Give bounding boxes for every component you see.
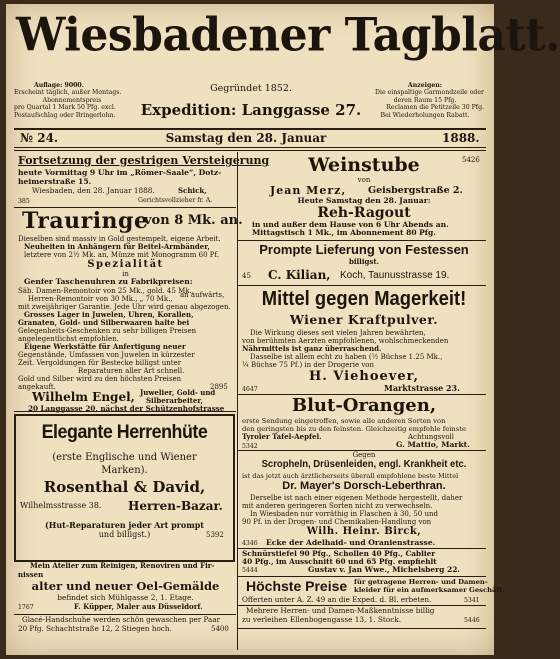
hats-title: Elegante Herrenhüte [41,422,208,443]
rings-price-13: angekauft. [18,383,56,391]
atelier-line-3: alter und neuer Oel-Gemälde [31,579,220,593]
dateline-rule-2 [14,150,486,151]
oranges-line-1: erste Sendung eingetroffen, sowie alle anderen Sorten von [242,417,446,425]
oranges-line-3: Tyroler Tafel-Aepfel. [242,432,322,441]
auction-signer: Schick, [178,186,207,195]
prices-tail-1: für getragene Herren- und Damen- [354,578,488,586]
rings-address: 20 Langgasse 20, nächst der Schützenhofstrasse [28,404,225,413]
dateline-rule-1 [14,147,486,148]
viehoever-address: Marktstrasse 23. [384,383,460,393]
dorsch-name: Wilh. Heinr. Birck, [306,526,422,537]
rings-trade-2: Silberarbeiter, [146,396,203,405]
gloves-line-2: 20 Pfg. Schachtstraße 12, 2 Stiegen hoch. [18,624,172,633]
rule-bottom [238,628,486,629]
prices-headline: Höchste Preise [246,578,348,594]
wine-line-1: in und außer dem Hause von 6 Uhr Abends an. [252,220,449,229]
dorsch-text-1: Derselbe ist nach einer eigenen Methode hergestellt, daher [250,494,463,502]
dorsch-line-1: Scropheln, Drüsenleiden, engl. Krankheit etc. [261,459,467,470]
viehoever-line-4: Dasselbe ist allein echt zu haben (½ Büchse 1.25 Mk., [250,353,443,361]
rings-ref: 2895 [210,383,228,391]
rule-after-rings [14,411,236,412]
viehoever-product: Wiener Kraftpulver. [289,312,439,327]
gloves-ref: 5400 [211,625,229,633]
auction-signer-role: Gerichtsvollzieher fr. A. [138,197,213,204]
viehoever-line-1: Die Wirkung dieses seit vielen Jahren bewährten, [250,329,426,337]
rings-specialty-sub: in [122,270,129,278]
hats-sub-1: (erste Englische und Wiener [52,452,197,463]
rings-price-11: Reparaturen aller Art schnell. [78,367,185,375]
rings-aufwarts: an aufwärts, [180,291,225,299]
dorsch-product: Dr. Mayer's Dorsch-Leberthran. [282,480,446,492]
rings-price-9: Gegenstände, Umfassen von Juwelen in kürzester [18,351,195,359]
hats-address: Wilhelmsstrasse 38. [20,501,102,510]
dorsch-text-4: 90 Pf. in der Drogen- und Chemikalien-Handlung von [242,518,432,526]
rings-line-1: Dieselben sind massiv in Gold gestempelt, eigene Arbeit. [18,235,221,243]
issue-year: 1888. [442,131,480,145]
prices-line-3: Offerten unter A. Z. 49 an die Exped. d. Bl. erbeten. [242,595,432,604]
rings-price-2: Herren-Remontoir von 30 Mk., „ 70 Mk., [28,295,173,303]
rings-price-4: Grosses Lager in Juwelen, Uhren, Korallen, [24,310,194,319]
newspaper-title: Wiesbadener Tagblatt. [16,8,560,63]
rings-owner: Wilhelm Engel, [32,390,135,404]
prices-ref: 5341 [464,597,480,604]
hats-firm: Rosenthal & David, [43,478,206,496]
rings-trade-1: Juwelier, Gold- und [140,388,216,397]
hats-bazar: Herren-Bazar. [128,499,223,513]
dorsch-ref: 4346 [242,540,258,547]
issue-number: № 24. [20,131,59,145]
rings-price-5: Granaten, Gold- und Silberwaaren halte bei [18,318,190,327]
viehoever-headline: Mittel gegen Magerkeit! [261,288,467,310]
atelier-line-1: Mein Atelier zum Reinigen, Renoviren und Fir- [30,561,215,570]
dorsch-text-3: In Wiesbaden nur vorräthig in Flaschen à 30, 50 und [250,510,438,518]
wine-dish: Reh-Ragout [317,205,411,221]
masthead-left-info: Auflage: 9000. Erscheint täglich, außer Montags. Abonnementspreis pro Quartal 1 Mark 50 Pfg. excl. Postaufschlag oder Bringerlohn. [14,82,122,119]
dorsch-gegen: Gegen [352,451,376,459]
masthead-right-info: Anzeigen: Die einspaltige Garmondzeile oder deren Raum 15 Pfg. Reclamen die Petitzeile 30 Pfg. Bei Wiederholungen Rabatt. [375,82,484,119]
newspaper-page [6,4,560,655]
tailor-line-2: zu verleihen Ellenbogengasse 13, 1. Stock. [242,615,402,624]
rings-price-8: Eigene Werkstätte für Anfertigung neuer [24,342,186,351]
kilian-address: Koch, Taunusstrasse 19. [340,270,450,281]
rings-line-2: Neuheiten in Anhängern für Beitel-Armbänder, [24,242,210,251]
rings-specialty: Spezialität [87,259,164,270]
shoes-line-1: Schnürstiefel 90 Pfg., Schollen 40 Pfg., Cablier [242,549,436,558]
oranges-line-2: den geringsten bis zu den feinsten. Gleichzeitig empfehle feinste [242,425,467,433]
dorsch-line-2: ist das jetzt auch ärztlicherseits überall empfohlene beste Mittel [242,472,459,480]
oranges-respect: Achtungsvoll [408,433,455,441]
hats-ref: 5392 [206,531,224,539]
viehoever-line-5: ¼ Büchse 75 Pf.) in der Drogerie von [242,361,375,369]
atelier-line-4: befindet sich Mühlgasse 2, 1. Etage. [57,593,194,602]
shoes-line-2: 40 Pfg., im Ausschnitt 60 und 65 Pfg. empfiehlt [242,557,437,566]
rule-after-kilian [238,285,486,286]
oranges-headline: Blut-Orangen, [291,395,437,416]
expedition-line: Expedition: Langgasse 27. [140,101,362,119]
wine-line-2: Mittagstisch 1 Mk., im Abonnement 80 Pfg. [252,228,436,237]
shoes-name: Gustav v. Jan Wwe., Michelsberg 22. [308,565,461,574]
tailor-ref: 5446 [464,617,480,624]
tailor-line-1: Mehrere Herren- und Damen-Maßkenntnisse billig [246,606,435,615]
dorsch-text-2: mit anderen geringeren Sorten nicht zu verwechseln. [242,502,433,510]
masthead [6,4,560,124]
hats-repair-1: (Hut-Reparaturen jeder Art prompt [45,520,204,530]
gloves-line-1: Glacé-Handschuhe werden schön gewaschen per Paar [22,615,221,624]
wine-headline: Weinstube [308,154,420,176]
auction-ref: 385 [18,198,30,205]
rule-after-wine [238,240,486,241]
rings-price-7: angelegentlichst empfohlen. [18,335,119,343]
kilian-line-2: billigst. [348,257,380,266]
viehoever-line-2: von berühmten Aerzten empfohlenen, wohlschmeckenden [242,337,449,345]
prices-tail-2: kleider für ein aufmerksamer Geschäft. [354,586,505,594]
rings-specialty-line: Genfer Taschenuhren zu Fabrikpreisen: [24,277,193,286]
rings-price-6: Gelegenheits-Geschenken zu sehr billigen Preisen [18,327,197,335]
atelier-ref: 1767 [18,604,34,611]
viehoever-name: H. Viehoever, [308,369,420,384]
atelier-signer: F. Küpper, Maler aus Düsseldorf. [74,602,203,611]
auction-line-1: heute Vormittag 9 Uhr im „Römer-Saale“, Dotz- [18,168,222,177]
issue-date: Samstag den 28. Januar [165,131,327,145]
founded-line: Gegründet 1852. [210,83,292,94]
wine-von: von [357,176,371,184]
auction-title: Fortsetzung der gestrigen Versteigerung [18,154,270,167]
atelier-line-2: nissen [18,570,44,579]
wine-ref: 5426 [462,156,480,164]
auction-date: Wiesbaden, den 28. Januar 1888. [32,186,155,195]
hats-sub-2: Marken). [101,465,148,476]
hats-repair-2: und billigst.) [98,530,151,539]
rings-line-3: letztere von 2½ Mk. an, Münze mit Monogramm 60 Pf. [24,251,220,259]
wine-owner: Jean Merz, [270,184,347,197]
oranges-ref: 5342 [242,443,258,450]
rings-ad [18,208,243,413]
auction-line-2: heimerstraße 15. [18,177,92,186]
rings-price-1: Säb. Damen-Remontoir von 25 Mk., gold. 45 Mk., [18,287,194,295]
hats-ad-box [14,414,235,562]
shoes-ref: 5444 [242,567,258,574]
viehoever-line-3: Nährmittels ist ganz überraschend. [242,344,382,353]
kilian-line-1: Prompte Lieferung von Festessen [259,242,469,257]
rings-headline-tail: von 8 Mk. an. [144,213,243,228]
rings-price-10: Zeit. Vergoldungen für Bestecke billigst unter [18,359,182,367]
viehoever-ref: 4647 [242,386,258,393]
rings-headline: Trauringe [22,208,149,234]
dorsch-address: Ecke der Adelhaid- und Oranienstrasse. [266,538,436,547]
rings-price-12: Gold und Silber wird zu den höchsten Preisen [18,375,182,383]
rings-price-3: mit zweijähriger Garantie. Jede Uhr wird genau abgezogen. [18,303,231,311]
oranges-name: G. Mattio, Markt. [396,440,470,449]
kilian-ref: 45 [242,272,251,280]
masthead-rule [14,128,486,130]
kilian-name: C. Kilian, [268,268,331,282]
wine-address: Geisbergstraße 2. [368,185,463,196]
wine-today: Heute Samstag den 28. Januar: [297,196,431,205]
rule-after-shoes [238,576,486,577]
